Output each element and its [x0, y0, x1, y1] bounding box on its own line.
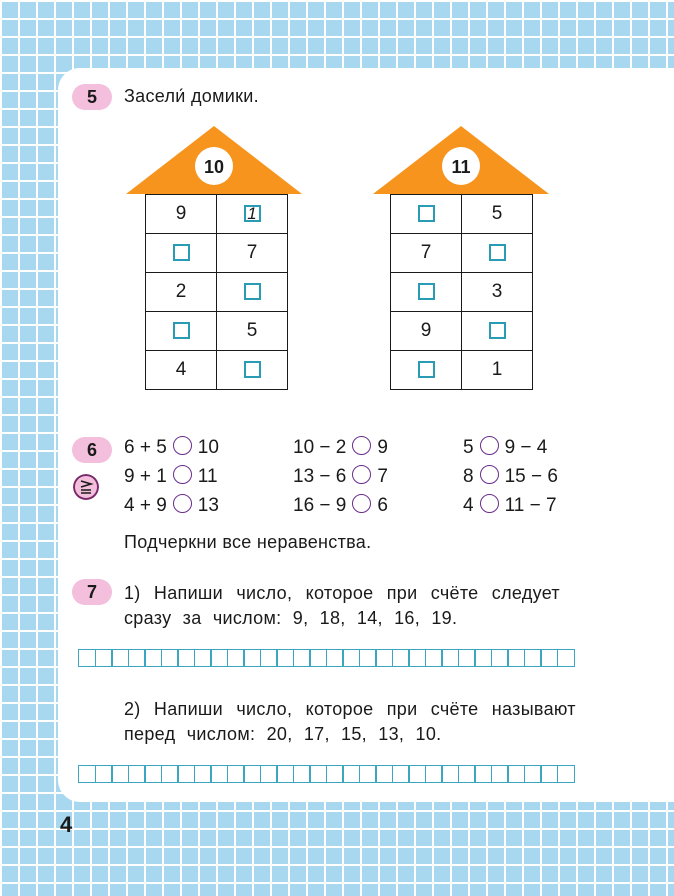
answer-cell[interactable] [210, 649, 228, 667]
expression-right: 9 [377, 437, 388, 458]
expression-right: 15 − 6 [504, 466, 558, 487]
answer-cell[interactable] [260, 649, 278, 667]
comparison-circle[interactable] [352, 494, 371, 513]
answer-cell[interactable] [161, 649, 179, 667]
comparison-circle[interactable] [173, 465, 192, 484]
answer-box-cell [462, 234, 533, 273]
task-5-instruction: Засели́ домики. [124, 86, 259, 106]
answer-cell[interactable] [359, 765, 377, 783]
answer-cell[interactable] [293, 649, 311, 667]
expression-right: 10 [197, 437, 219, 458]
answer-cell[interactable] [144, 649, 162, 667]
answer-box-cell [217, 351, 288, 390]
answer-cell[interactable] [95, 649, 113, 667]
house-row [146, 312, 288, 351]
answer-cell[interactable] [474, 765, 492, 783]
comparison-circle[interactable] [480, 436, 499, 455]
house-row [391, 195, 533, 234]
answer-cell[interactable] [293, 765, 311, 783]
answer-cell[interactable] [557, 649, 575, 667]
expression-left: 10 − 2 [293, 437, 347, 458]
house-number-cell: 5 [462, 195, 533, 234]
expression-right: 6 [377, 495, 388, 516]
answer-box-cell [462, 312, 533, 351]
house-2-roof-number: 11 [451, 157, 471, 177]
answer-cell[interactable] [95, 765, 113, 783]
expression-left: 9 + 1 [124, 466, 167, 487]
answer-cell[interactable] [128, 649, 146, 667]
answer-box[interactable] [244, 205, 261, 222]
comparison-expression [293, 495, 388, 517]
answer-cell[interactable] [540, 649, 558, 667]
house-number-cell: 4 [146, 351, 217, 390]
task-6-instruction: Подчеркни все неравенства. [124, 532, 372, 552]
answer-box[interactable] [173, 322, 190, 339]
expression-left: 16 − 9 [293, 495, 347, 516]
answer-cell[interactable] [227, 765, 245, 783]
comparison-expression [124, 437, 219, 459]
answer-cell[interactable] [507, 649, 525, 667]
answer-cell[interactable] [359, 649, 377, 667]
task-5-badge: 5 [72, 84, 112, 110]
house-2-table [390, 194, 533, 390]
answer-cell[interactable] [375, 649, 393, 667]
task-6-badge: 6 [72, 437, 112, 463]
answer-cell[interactable] [144, 765, 162, 783]
answer-cell[interactable] [441, 649, 459, 667]
answer-cell[interactable] [309, 649, 327, 667]
house-number-cell: 9 [146, 195, 217, 234]
comparison-expression [124, 495, 219, 517]
answer-cell[interactable] [177, 765, 195, 783]
comparison-circle[interactable] [352, 465, 371, 484]
house-row [391, 234, 533, 273]
comparison-expression [293, 437, 388, 459]
house-row [146, 273, 288, 312]
expression-left: 5 [463, 437, 474, 458]
answer-cell[interactable] [491, 649, 509, 667]
comparison-expression [463, 437, 547, 459]
house-number-cell: 3 [462, 273, 533, 312]
answer-box[interactable] [244, 283, 261, 300]
answer-cells-2[interactable] [78, 765, 573, 783]
answer-box-cell [391, 195, 462, 234]
answer-cell[interactable] [128, 765, 146, 783]
answer-cell[interactable] [392, 649, 410, 667]
house-row [391, 351, 533, 390]
answer-box[interactable] [173, 244, 190, 261]
house-1-roof-number: 10 [203, 157, 225, 177]
answer-box[interactable] [489, 244, 506, 261]
answer-box[interactable] [418, 361, 435, 378]
answer-cell[interactable] [392, 765, 410, 783]
house-number-cell: 7 [391, 234, 462, 273]
house-row [391, 312, 533, 351]
answer-cell[interactable] [177, 649, 195, 667]
comparison-expression [463, 495, 557, 517]
answer-cell[interactable] [276, 649, 294, 667]
answer-cell[interactable] [375, 765, 393, 783]
answer-box-cell [217, 273, 288, 312]
answer-cell[interactable] [78, 765, 96, 783]
expression-left: 6 + 5 [124, 437, 167, 458]
answer-cell[interactable] [243, 765, 261, 783]
house-number-cell: 7 [217, 234, 288, 273]
answer-cell[interactable] [210, 765, 228, 783]
answer-cells-1[interactable] [78, 649, 573, 667]
answer-cell[interactable] [408, 765, 426, 783]
answer-box-cell [217, 195, 288, 234]
house-1-table [145, 194, 288, 390]
answer-cell[interactable] [474, 649, 492, 667]
house-number-cell: 5 [217, 312, 288, 351]
answer-cell[interactable] [227, 649, 245, 667]
house-number-cell: 9 [391, 312, 462, 351]
answer-cell[interactable] [276, 765, 294, 783]
expression-left: 4 + 9 [124, 495, 167, 516]
comparison-expression [124, 466, 218, 488]
answer-cell[interactable] [194, 765, 212, 783]
answer-cell[interactable] [78, 649, 96, 667]
house-number-cell: 1 [462, 351, 533, 390]
answer-cell[interactable] [557, 765, 575, 783]
answer-cell[interactable] [111, 649, 129, 667]
expression-right: 7 [377, 466, 388, 487]
task-7-part2-line1: 2) Напиши число, которое при счёте называют [124, 699, 576, 719]
answer-cell[interactable] [491, 765, 509, 783]
comparison-circle[interactable] [480, 494, 499, 513]
task-7-part2-line2: перед числом: 20, 17, 15, 13, 10. [124, 724, 442, 744]
answer-cell[interactable] [458, 649, 476, 667]
compare-sign-icon [73, 474, 99, 500]
answer-cell[interactable] [326, 649, 344, 667]
answer-cell[interactable] [194, 649, 212, 667]
answer-cell[interactable] [342, 765, 360, 783]
answer-cell[interactable] [161, 765, 179, 783]
house-2-roof [371, 126, 551, 196]
answer-cell[interactable] [260, 765, 278, 783]
answer-cell[interactable] [524, 649, 542, 667]
house-row [146, 234, 288, 273]
answer-cell[interactable] [507, 765, 525, 783]
house-1-roof [124, 126, 304, 196]
house-number-cell: 2 [146, 273, 217, 312]
answer-box[interactable] [244, 361, 261, 378]
answer-cell[interactable] [425, 765, 443, 783]
house-row [391, 273, 533, 312]
answer-box[interactable] [418, 283, 435, 300]
answer-box-cell [391, 273, 462, 312]
page-number: 4 [60, 812, 73, 837]
answer-box[interactable] [489, 322, 506, 339]
comparison-circle[interactable] [173, 436, 192, 455]
answer-box-cell [146, 312, 217, 351]
answer-value: 1 [247, 204, 257, 224]
answer-cell[interactable] [309, 765, 327, 783]
expression-right: 11 [197, 466, 218, 487]
house-row [146, 351, 288, 390]
answer-box-cell [391, 351, 462, 390]
answer-cell[interactable] [540, 765, 558, 783]
task-7-part1-line2: сразу за числом: 9, 18, 14, 16, 19. [124, 608, 458, 628]
comparison-circle[interactable] [352, 436, 371, 455]
answer-cell[interactable] [524, 765, 542, 783]
expression-left: 13 − 6 [293, 466, 347, 487]
expression-right: 9 − 4 [504, 437, 548, 458]
answer-cell[interactable] [243, 649, 261, 667]
answer-box-cell [146, 234, 217, 273]
comparison-expression [293, 466, 388, 488]
expression-right: 13 [197, 495, 219, 516]
answer-cell[interactable] [342, 649, 360, 667]
task-7-badge: 7 [72, 579, 112, 605]
task-7-part1-line1: 1) Напиши число, которое при счёте следует [124, 583, 560, 603]
house-row [146, 195, 288, 234]
expression-left: 8 [463, 466, 474, 487]
answer-cell[interactable] [408, 649, 426, 667]
answer-cell[interactable] [441, 765, 459, 783]
answer-cell[interactable] [326, 765, 344, 783]
answer-cell[interactable] [458, 765, 476, 783]
expression-left: 4 [463, 495, 474, 516]
answer-cell[interactable] [111, 765, 129, 783]
answer-cell[interactable] [425, 649, 443, 667]
comparison-circle[interactable] [480, 465, 499, 484]
expression-right: 11 − 7 [504, 495, 557, 516]
comparison-expression [463, 466, 558, 488]
comparison-circle[interactable] [173, 494, 192, 513]
answer-box[interactable] [418, 205, 435, 222]
